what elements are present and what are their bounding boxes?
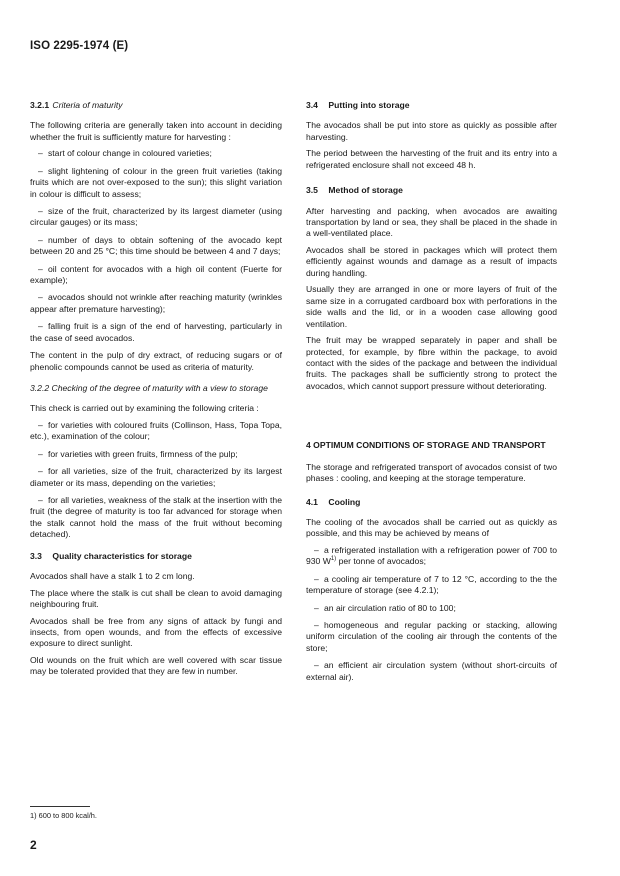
list-item: – avocados should not wrinkle after reaching maturity (wrinkles appear after premature harvesting); (30, 292, 282, 314)
list-item: – a cooling air temperature of 7 to 12 °C, according to the the temperature of storage (see 4.2.1); (306, 573, 557, 596)
section-number: 3.2.1 (30, 100, 50, 110)
list-item: – number of days to obtain softening of the avocado kept between 20 and 25 °C; this time should be between 4 and 7 days; (30, 234, 282, 257)
footnote: 1) 600 to 800 kcal/h. (30, 811, 97, 820)
running-header: ISO 2295-1974 (E) (30, 40, 129, 52)
paragraph: The avocados shall be put into store as quickly as possible after harvesting. (306, 120, 557, 142)
section-title: Cooling (328, 496, 361, 507)
section-title: Criteria of maturity (52, 100, 123, 110)
list-item: – an air circulation ratio of 80 to 100; (314, 602, 456, 613)
list-item: – for all varieties, size of the fruit, characterized by its largest diameter or its mass, depending on the varieties; (30, 466, 282, 488)
paragraph: Avocados shall have a stalk 1 to 2 cm long. (30, 570, 195, 581)
paragraph: Avocados shall be stored in packages which will protect them efficiently against wounds and damage as a result of impacts during handling. (306, 245, 557, 278)
paragraph: Old wounds on the fruit which are well covered with scar tissue may be tolerated provided that they are few in number. (30, 654, 282, 677)
section-3-5-heading (306, 185, 557, 196)
section-title: Quality characteristics for storage (52, 550, 192, 561)
left-column (30, 100, 282, 683)
footnote-divider (30, 806, 90, 807)
section-3-3-heading (30, 551, 282, 562)
section-number: 3.5 (306, 185, 318, 196)
section-4-1-heading (306, 497, 557, 508)
section-3-2-2-heading: 3.2.2 Checking of the degree of maturity with a view to storage (30, 382, 268, 393)
section-number: 4.1 (306, 496, 318, 507)
paragraph: The place where the stalk is cut shall be clean to avoid damaging neighbouring fruit. (30, 587, 282, 609)
list-item: – an efficient air circulation system (without short-circuits of external air). (306, 660, 557, 682)
footnote-ref: 1) (330, 556, 337, 563)
paragraph: The storage and refrigerated transport of avocados consist of two phases : cooling, and keeping at the storage temperature. (306, 461, 557, 484)
paragraph: The content in the pulp of dry extract, of reducing sugars or of phenolic compounds cannot be used as criteria of maturity. (30, 350, 282, 372)
list-item: – homogeneous and regular packing or stacking, allowing uniform circulation of the cooling air through the contents of the store; (306, 619, 557, 653)
list-item: – oil content for avocados with a high oil content (Fuerte for example); (30, 263, 282, 286)
paragraph: After harvesting and packing, when avocados are awaiting transportation by land or sea, they shall be placed in the shade in a well-ventilated place. (306, 205, 557, 239)
page-number: 2 (30, 838, 37, 852)
section-4-heading: 4 OPTIMUM CONDITIONS OF STORAGE AND TRANSPORT (306, 440, 546, 451)
section-3-2-1-heading (30, 100, 282, 111)
section-title: Method of storage (328, 185, 403, 196)
paragraph: The following criteria are generally taken into account in deciding whether the fruit is sufficiently mature for harvesting : (30, 120, 282, 142)
paragraph: The cooling of the avocados shall be carried out as quickly as possible, and this may be achieved by means of (306, 516, 557, 539)
list-item: – start of colour change in coloured varieties; (38, 148, 212, 159)
list-item: – for all varieties, weakness of the stalk at the insertion with the fruit (the degree of maturity is too far advanced for storage when the stalk cannot hold the mass of the fruit without becoming detached). (30, 494, 282, 540)
list-item: – slight lightening of colour in the green fruit varieties (taking fruits which are not over-exposed to the sun); this slight variation in colour is difficult to assess; (30, 165, 282, 199)
paragraph: This check is carried out by examining the following criteria : (30, 403, 259, 414)
section-number: 3.3 (30, 550, 42, 561)
right-column (306, 100, 557, 689)
list-item: – falling fruit is a sign of the end of harvesting, particularly in the case of seed avocados. (30, 321, 282, 343)
paragraph: Usually they are arranged in one or more layers of fruit of the same size in a corrugated cardboard box with perforations in the side walls and the lid, or in a wooden case allowing good ventilation. (306, 284, 557, 329)
section-title: Putting into storage (328, 100, 410, 110)
list-item: – a refrigerated installation with a refrigeration power of 700 to 930 $W^{1)}$ per tonne of avocados; (306, 544, 557, 567)
paragraph: The fruit may be wrapped separately in paper and shall be protected, for example, by fibre within the package, to avoid contact with the sides of the package and between the individual fruits. The packages shall be sufficiently strong to protect the avocados, which cannot support pressure without deteriorating. (306, 335, 557, 391)
paragraph: Avocados shall be free from any signs of attack by fungi and insects, from open wounds, and from the effects of excessive exposure to direct sunlight. (30, 615, 282, 649)
section-3-4-heading (306, 100, 557, 111)
paragraph: The period between the harvesting of the fruit and its entry into a refrigerated enclosure shall not exceed 48 h. (306, 148, 557, 170)
list-item: – for varieties with green fruits, firmness of the pulp; (38, 448, 238, 459)
section-number: 3.4 (306, 100, 318, 110)
list-item: – size of the fruit, characterized by its largest diameter (using circular gauges) or its mass; (30, 206, 282, 228)
list-item: – for varieties with coloured fruits (Collinson, Hass, Topa Topa, etc.), examination of the colour; (30, 419, 282, 442)
